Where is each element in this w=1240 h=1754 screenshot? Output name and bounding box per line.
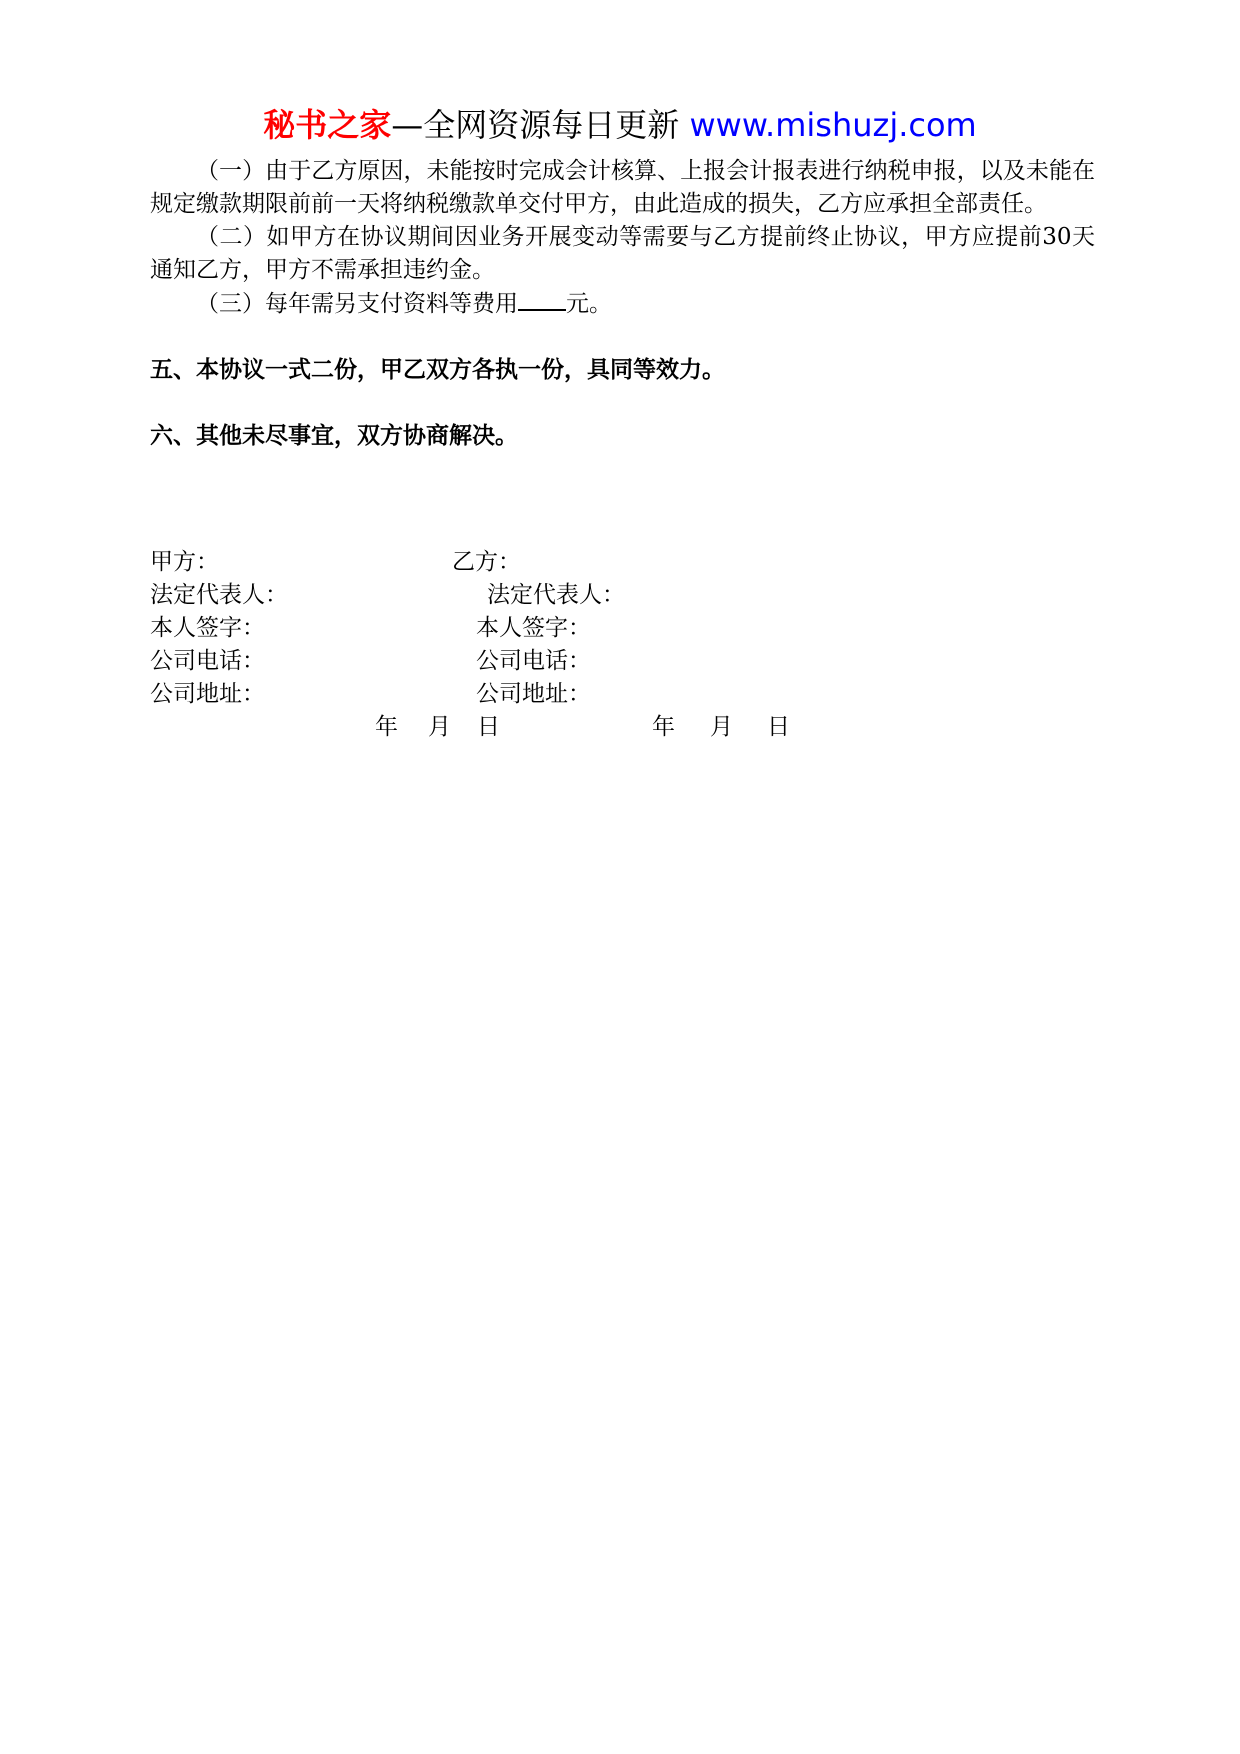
party-a-date-day: 日 (477, 714, 500, 740)
party-b-phone: 公司电话： (476, 648, 591, 674)
party-a-date-year: 年 (375, 714, 398, 740)
fee-line-unit: 元。 (566, 291, 612, 317)
party-b-date-year: 年 (652, 714, 675, 740)
header-slogan: —全网资源每日更新 (391, 106, 690, 144)
party-a-phone: 公司电话： (150, 648, 265, 674)
paragraph-one: （一）由于乙方原因，未能按时完成会计核算、上报会计报表进行纳税申报，以及未能在规定缴款期限前前一天将纳税缴款单交付甲方，由此造成的损失，乙方应承担全部责任。 (150, 158, 1095, 217)
document-body (150, 155, 1095, 453)
clause-six: 六、其他未尽事宜，双方协商解决。 (150, 423, 518, 449)
paragraph-three (150, 287, 1095, 321)
party-a-date-month: 月 (428, 714, 451, 740)
party-b-date-month: 月 (710, 714, 733, 740)
header-brand: 秘书之家 (263, 106, 392, 144)
fee-line-text: （三）每年需另支付资料等费用 (196, 291, 518, 317)
party-b-address: 公司地址： (476, 681, 591, 707)
party-b-label: 乙方： (452, 549, 521, 575)
party-b-date-day: 日 (767, 714, 790, 740)
party-a-legal-rep: 法定代表人： (150, 582, 288, 608)
party-a-signature: 本人签字： (150, 615, 265, 641)
fee-blank (518, 287, 566, 311)
party-b-legal-rep: 法定代表人： (487, 582, 625, 608)
header-url[interactable]: www.mishuzj.com (689, 106, 977, 144)
party-a-label: 甲方： (150, 549, 219, 575)
paragraph-two: （二）如甲方在协议期间因业务开展变动等需要与乙方提前终止协议，甲方应提前30天通知乙方，甲方不需承担违约金。 (150, 224, 1095, 283)
party-b-signature: 本人签字： (476, 615, 591, 641)
party-a-address: 公司地址： (150, 681, 265, 707)
clause-five: 五、本协议一式二份，甲乙双方各执一份，具同等效力。 (150, 357, 725, 383)
site-header (0, 103, 1240, 147)
